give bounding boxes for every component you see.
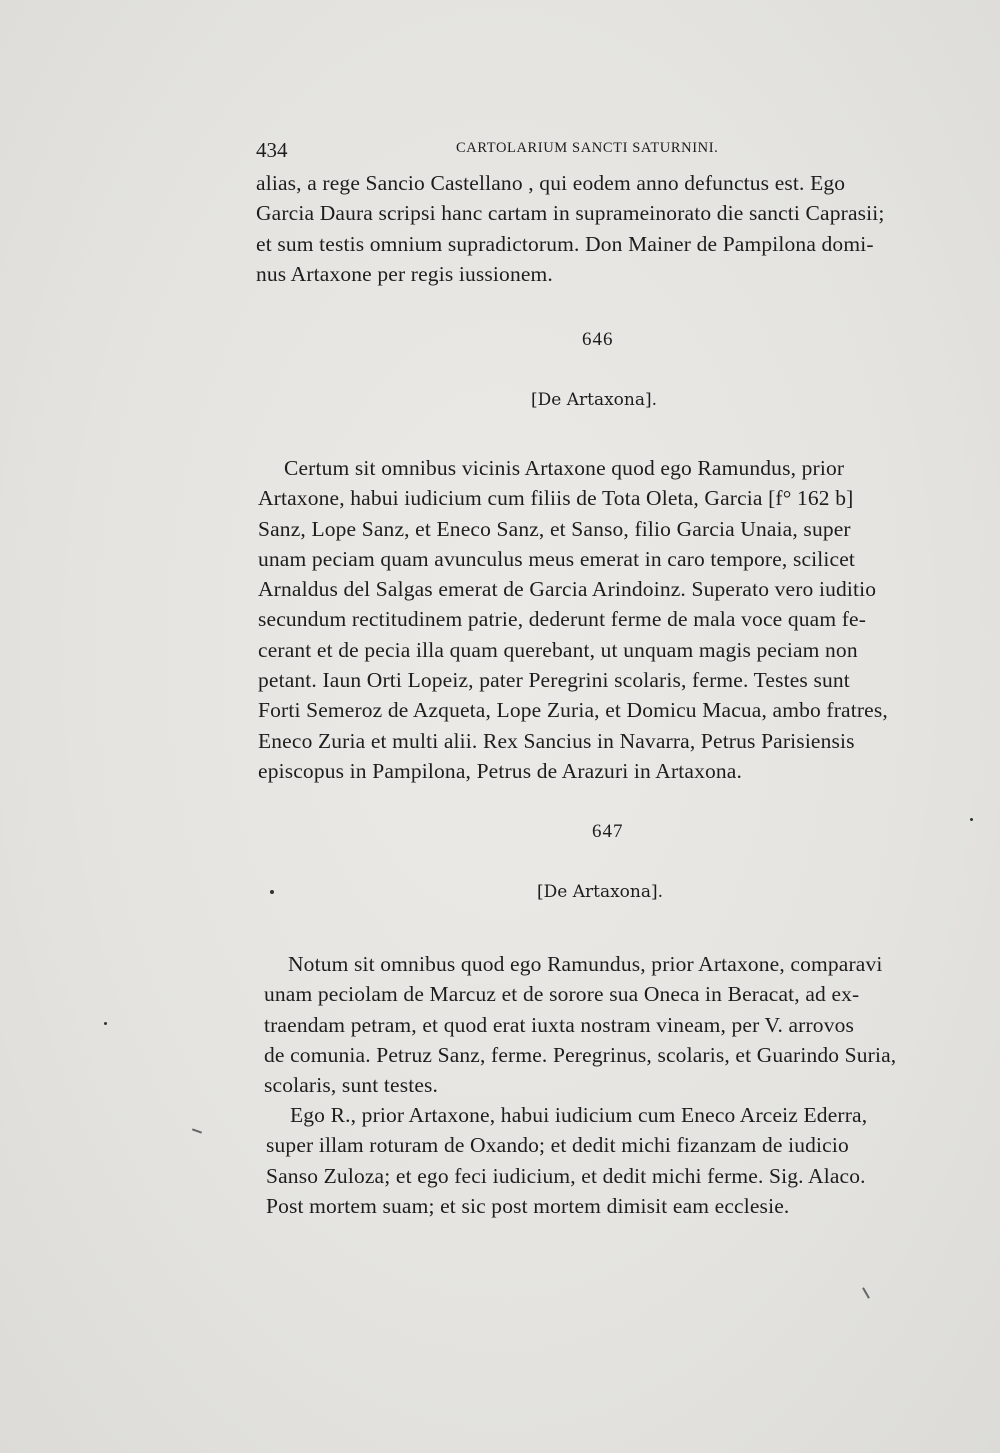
text-line: unam peciam quam avunculus meus emerat in caro tempore, scilicet	[258, 546, 856, 571]
charter-646-text	[258, 453, 950, 786]
text-line: super illam roturam de Oxando; et dedit michi fizanzam de iudicio	[266, 1133, 849, 1158]
page-header	[256, 138, 746, 166]
text-line: Arnaldus del Salgas emerat de Garcia Arindoinz. Superato vero iuditio	[258, 577, 877, 602]
text-line: Sanz, Lope Sanz, et Eneco Sanz, et Sanso, filio Garcia Unaia, super	[258, 516, 851, 541]
continuation-text	[256, 168, 944, 289]
charter-rubric-647: [De Artaxona].	[537, 882, 664, 902]
ink-speck	[104, 1022, 107, 1025]
text-line: Garcia Daura scripsi hanc cartam in suprameinorato die sancti Caprasii;	[256, 201, 885, 226]
text-line: Eneco Zuria et multi alii. Rex Sancius in Navarra, Petrus Parisiensis	[258, 728, 855, 753]
ink-mark	[862, 1287, 870, 1298]
charter-rubric-646: [De Artaxona].	[531, 390, 658, 410]
text-line: alias, a rege Sancio Castellano , qui eodem anno defunctus est. Ego	[256, 171, 846, 195]
text-line: Certum sit omnibus vicinis Artaxone quod ego Ramundus, prior	[284, 456, 845, 480]
running-title: CARTOLARIUM SANCTI SATURNINI.	[456, 140, 719, 156]
text-line: Notum sit omnibus quod ego Ramundus, prior Artaxone, comparavi	[288, 952, 883, 976]
text-line: traendam petram, et quod erat iuxta nostram vineam, per V. arrovos	[264, 1012, 855, 1037]
text-line: Forti Semeroz de Azqueta, Lope Zuria, et Domicu Macua, ambo fratres,	[258, 698, 888, 723]
ink-speck	[270, 890, 274, 894]
text-line: Post mortem suam; et sic post mortem dimisit eam ecclesie.	[266, 1193, 790, 1218]
text-line: scolaris, sunt testes.	[264, 1073, 439, 1098]
text-line: nus Artaxone per regis iussionem.	[256, 261, 553, 286]
charter-number-646: 646	[582, 329, 614, 350]
text-line: cerant et de pecia illa quam querebant, ut unquam magis peciam non	[258, 637, 858, 662]
charter-647-paragraph-2	[266, 1100, 954, 1221]
text-line: unam peciolam de Marcuz et de sorore sua Oneca in Beracat, ad ex-	[264, 982, 860, 1007]
ink-speck	[970, 818, 973, 821]
text-line: petant. Iaun Orti Lopeiz, pater Peregrini scolaris, ferme. Testes sunt	[258, 668, 850, 693]
page-number: 434	[256, 138, 288, 162]
text-line: Artaxone, habui iudicium cum filiis de Tota Oleta, Garcia [f° 162 b]	[258, 486, 854, 511]
text-line: de comunia. Petruz Sanz, ferme. Peregrinus, scolaris, et Guarindo Suria,	[264, 1042, 897, 1067]
charter-647-paragraph-1	[264, 949, 954, 1100]
text-line: Sanso Zuloza; et ego feci iudicium, et dedit michi ferme. Sig. Alaco.	[266, 1163, 866, 1188]
text-line: et sum testis omnium supradictorum. Don Mainer de Pampilona domi-	[256, 231, 874, 256]
ink-mark	[192, 1128, 202, 1133]
text-line: secundum rectitudinem patrie, dederunt ferme de mala voce quam fe-	[258, 607, 867, 632]
text-line: episcopus in Pampilona, Petrus de Arazuri in Artaxona.	[258, 758, 742, 783]
charter-number-647: 647	[592, 821, 624, 842]
text-line: Ego R., prior Artaxone, habui iudicium cum Eneco Arceiz Ederra,	[290, 1103, 868, 1127]
